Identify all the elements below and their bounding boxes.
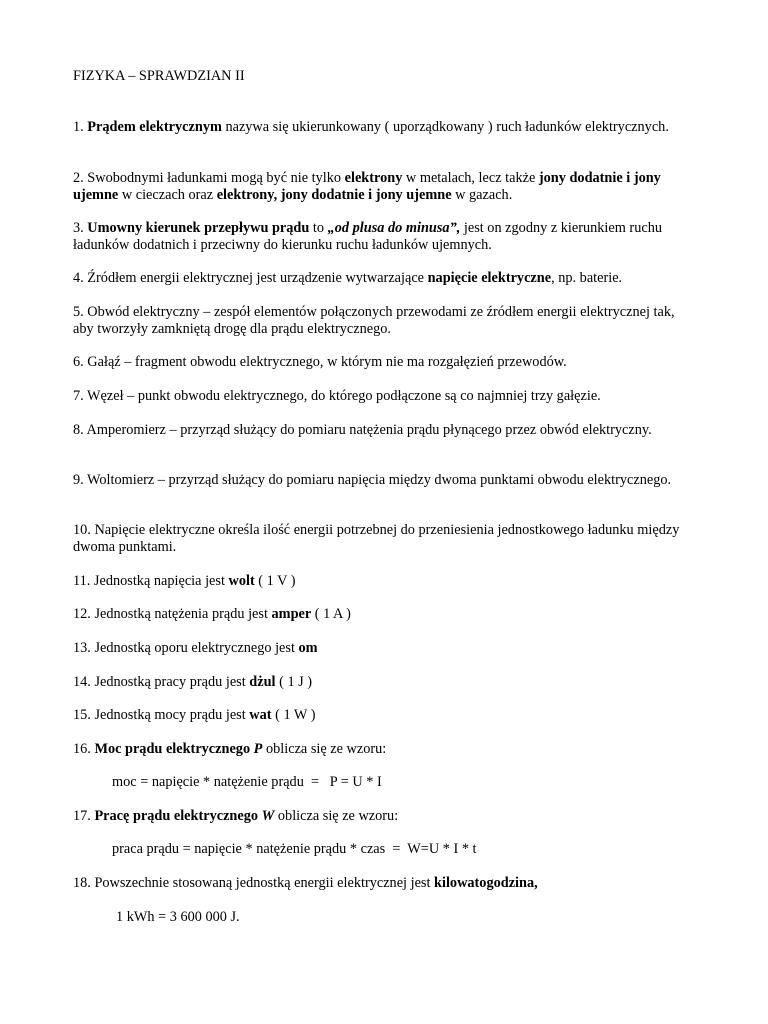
- text-run: jony dodatnie i jony ujemne: [73, 170, 661, 203]
- text-run: Moc prądu elektrycznego: [94, 741, 254, 757]
- document-title: FIZYKA – SPRAWDZIAN II: [73, 68, 245, 84]
- text-run: 3.: [73, 220, 88, 236]
- text-run: wolt: [228, 573, 255, 589]
- paragraph-17: [73, 808, 693, 825]
- text-run: om: [298, 640, 318, 656]
- text-run: oblicza się ze wzoru:: [274, 808, 399, 824]
- paragraph-2: [73, 170, 693, 204]
- text-run: wat: [249, 707, 272, 723]
- paragraph-13: [73, 640, 693, 657]
- text-run: kilowatogodzina,: [434, 875, 538, 891]
- paragraph-1: [73, 119, 693, 136]
- paragraph-8: [73, 422, 693, 439]
- text-run: napięcie elektryczne: [427, 270, 552, 286]
- text-run: 18. Powszechnie stosowaną jednostką energii elektrycznej jest: [73, 875, 435, 891]
- text-run: jest on zgodny z kierunkiem ruchu ładunków dodatnich i przeciwny do kierunku ruchu ładunków ujemnych.: [73, 220, 662, 253]
- text-run: dżul: [249, 674, 276, 690]
- paragraph-9: [73, 472, 693, 489]
- text-run: 9. Woltomierz – przyrząd służący do pomiaru napięcia między dwoma punktami obwodu elektrycznego.: [73, 472, 672, 488]
- paragraph-14: [73, 674, 693, 691]
- text-run: ( 1 A ): [311, 606, 351, 622]
- text-run: 7. Węzeł – punkt obwodu elektrycznego, do którego podłączone są co najmniej trzy gałęzie.: [73, 388, 601, 404]
- formula-kwh: 1 kWh = 3 600 000 J.: [116, 909, 240, 925]
- text-run: w cieczach oraz: [118, 187, 217, 203]
- paragraph-18: [73, 875, 693, 892]
- text-run: 5. Obwód elektryczny – zespół elementów połączonych przewodami ze źródłem energii elektrycznej tak, aby tworzyły zamkniętą drogę dla prądu elektrycznego.: [73, 304, 675, 337]
- paragraph-4: [73, 270, 693, 287]
- text-run: to: [309, 220, 328, 236]
- text-run: Pracę prądu elektrycznego: [94, 808, 262, 824]
- text-run: elektrony, jony dodatnie i jony ujemne: [216, 187, 452, 203]
- text-run: , np. baterie.: [551, 270, 623, 286]
- text-run: elektrony: [344, 170, 403, 186]
- text-run: ( 1 J ): [275, 674, 313, 690]
- paragraph-12: [73, 606, 693, 623]
- text-run: ( 1 V ): [254, 573, 296, 589]
- paragraph-15: [73, 707, 693, 724]
- text-run: „od plusa do minusa”,: [327, 220, 461, 236]
- text-run: 14. Jednostką pracy prądu jest: [73, 674, 250, 690]
- formula-power: moc = napięcie * natężenie prądu = P = U * I: [112, 774, 382, 790]
- text-run: 13. Jednostką oporu elektrycznego jest: [73, 640, 299, 656]
- paragraph-6: [73, 354, 693, 371]
- text-run: w metalach, lecz także: [402, 170, 539, 186]
- text-run: ( 1 W ): [271, 707, 316, 723]
- text-run: W: [261, 808, 275, 824]
- text-run: 6. Gałąź – fragment obwodu elektrycznego, w którym nie ma rozgałęzień przewodów.: [73, 354, 567, 370]
- text-run: 16.: [73, 741, 95, 757]
- text-run: P: [253, 741, 263, 757]
- text-run: 12. Jednostką natężenia prądu jest: [73, 606, 272, 622]
- text-run: 11. Jednostką napięcia jest: [73, 573, 229, 589]
- text-run: 2. Swobodnymi ładunkami mogą być nie tylko: [73, 170, 345, 186]
- text-run: nazywa się ukierunkowany ( uporządkowany ) ruch ładunków elektrycznych.: [221, 119, 669, 135]
- text-run: 8. Amperomierz – przyrząd służący do pomiaru natężenia prądu płynącego przez obwód elektryczny.: [73, 422, 652, 438]
- text-run: 17.: [73, 808, 95, 824]
- text-run: 4. Źródłem energii elektrycznej jest urządzenie wytwarzające: [73, 270, 428, 286]
- paragraph-5: [73, 304, 693, 338]
- paragraph-10: [73, 522, 693, 556]
- text-run: w gazach.: [451, 187, 513, 203]
- paragraph-3: [73, 220, 693, 254]
- text-run: amper: [271, 606, 312, 622]
- text-run: 1.: [73, 119, 88, 135]
- text-run: Umowny kierunek przepływu prądu: [87, 220, 310, 236]
- text-run: 15. Jednostką mocy prądu jest: [73, 707, 250, 723]
- paragraph-16: [73, 741, 693, 758]
- text-run: Prądem elektrycznym: [87, 119, 222, 135]
- text-run: oblicza się ze wzoru:: [262, 741, 387, 757]
- paragraph-11: [73, 573, 693, 590]
- paragraph-7: [73, 388, 693, 405]
- formula-work: praca prądu = napięcie * natężenie prądu * czas = W=U * I * t: [112, 841, 477, 857]
- text-run: 10. Napięcie elektryczne określa ilość energii potrzebnej do przeniesienia jednostkowego ładunku między dwoma punktami.: [73, 522, 680, 555]
